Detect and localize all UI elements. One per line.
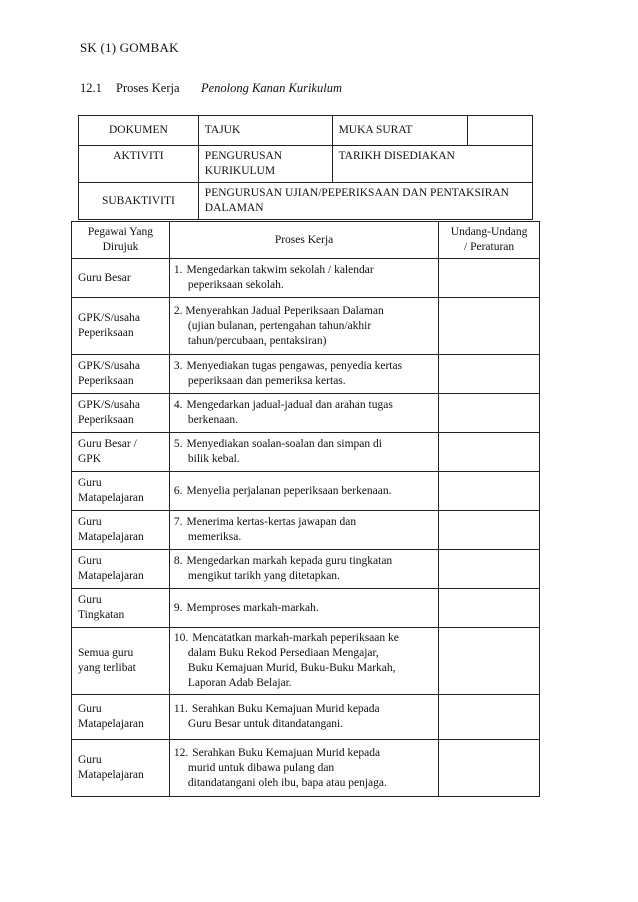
pegawai-text: Peperiksaan (78, 327, 134, 339)
undang-undang-cell (439, 394, 540, 433)
document-info-table (78, 115, 533, 220)
aktiviti-value (198, 146, 332, 183)
pegawai-text: GPK (78, 453, 102, 465)
pegawai-cell (72, 433, 170, 472)
pegawai-text: Guru (78, 516, 102, 528)
pegawai-text: Matapelajaran (78, 492, 144, 504)
pegawai-text: Guru Besar (78, 271, 131, 284)
table-row (72, 695, 540, 740)
pegawai-text: yang terlibat (78, 662, 136, 674)
pegawai-cell (72, 472, 170, 511)
proses-kerja-cell (169, 298, 438, 355)
subaktiviti-label: SUBAKTIVITI (79, 183, 199, 220)
step-text: Serahkan Buku Kemajuan Murid kepada (191, 703, 380, 715)
aktiviti-label: AKTIVITI (79, 146, 199, 183)
header-undang-undang (439, 222, 540, 259)
step-first-line (174, 702, 434, 717)
dokumen-label: DOKUMEN (79, 116, 199, 146)
step-number: 11. (173, 703, 188, 715)
table-row (72, 298, 540, 355)
header-pegawai-line2: Dirujuk (102, 241, 139, 253)
table-row (72, 628, 540, 695)
section-title: Penolong Kanan Kurikulum (201, 81, 342, 95)
undang-undang-cell (439, 433, 540, 472)
pegawai-cell (72, 628, 170, 695)
pegawai-text: Peperiksaan (78, 414, 134, 426)
table-row (72, 259, 540, 298)
school-name: SK (1) GOMBAK (80, 40, 179, 55)
pegawai-text: Matapelajaran (78, 570, 144, 582)
step-text: Guru Besar untuk ditandatangani. (187, 718, 344, 730)
subaktiviti-value (198, 183, 532, 220)
step-number: 12. (173, 746, 189, 759)
step-text: Menerima kertas-kertas jawapan dan (186, 516, 357, 528)
proses-kerja-cell (169, 433, 438, 472)
proses-kerja-cell (169, 740, 438, 797)
pegawai-text: Guru (78, 477, 102, 489)
step-number: 6. (173, 484, 183, 497)
pegawai-text: Peperiksaan (78, 375, 134, 387)
pegawai-cell (72, 355, 170, 394)
pegawai-text: Matapelajaran (78, 718, 144, 730)
step-text: ditandatangani oleh ibu, bapa atau penjaga. (187, 776, 387, 789)
step-text: Mengedarkan jadual-jadual dan arahan tugas (186, 399, 393, 411)
proses-kerja-cell (169, 259, 438, 298)
step-text: Menyediakan tugas pengawas, penyedia kertas (186, 360, 403, 372)
step-text: Menyelia perjalanan peperiksaan berkenaan. (186, 484, 392, 497)
subaktiviti-value-line2: DALAMAN (204, 202, 264, 214)
step-first-line (174, 437, 434, 452)
proses-kerja-cell (169, 550, 438, 589)
step-text: Mencatatkan markah-markah peperiksaan ke (192, 632, 399, 644)
step-text: peperiksaan dan pemeriksa kertas. (187, 375, 346, 387)
step-text: Buku Kemajuan Murid, Buku-Buku Markah, (187, 662, 396, 674)
pegawai-text: Guru (78, 703, 102, 715)
undang-undang-cell (439, 259, 540, 298)
step-first-line (174, 601, 434, 616)
proses-kerja-cell (169, 628, 438, 695)
step-first-line (174, 746, 434, 761)
undang-undang-cell (439, 511, 540, 550)
table-row (72, 472, 540, 511)
pegawai-cell (72, 589, 170, 628)
step-number: 5. (173, 438, 183, 450)
step-number: 8. (173, 555, 183, 567)
pegawai-text: Matapelajaran (78, 769, 144, 781)
pegawai-text: Guru Besar / (78, 438, 137, 450)
undang-undang-cell (439, 550, 540, 589)
step-first-line (174, 515, 434, 530)
proses-kerja-cell (169, 355, 438, 394)
table-row (72, 589, 540, 628)
tajuk-label: TAJUK (198, 116, 332, 146)
table-row (72, 550, 540, 589)
step-number: 1. (173, 264, 183, 276)
undang-undang-cell (439, 628, 540, 695)
aktiviti-value-line1: PENGURUSAN (204, 150, 283, 162)
section-number: 12.1 (80, 81, 102, 95)
step-text: 2. Menyerahkan Jadual Peperiksaan Dalaman (173, 304, 384, 317)
section-heading (80, 81, 342, 96)
undang-undang-cell (439, 472, 540, 511)
pegawai-cell (72, 298, 170, 355)
pegawai-text: Guru (78, 555, 102, 567)
table-row (72, 433, 540, 472)
table-row (72, 394, 540, 433)
step-text: murid untuk dibawa pulang dan (187, 761, 335, 774)
subaktiviti-value-line1: PENGURUSAN UJIAN/PEPERIKSAAN DAN PENTAKSIRAN (204, 187, 509, 199)
step-text: Mengedarkan takwim sekolah / kalendar (186, 264, 374, 276)
table-row (72, 740, 540, 797)
pegawai-text: Guru (78, 594, 102, 606)
section-label: Proses Kerja (116, 81, 180, 95)
step-first-line (174, 631, 434, 646)
step-first-line (174, 554, 434, 569)
pegawai-text: Semua guru (78, 647, 134, 659)
step-text: bilik kebal. (187, 453, 240, 465)
proses-kerja-cell (169, 589, 438, 628)
undang-undang-cell (439, 355, 540, 394)
muka-surat-value (468, 116, 533, 146)
step-text: Laporan Adab Belajar. (187, 677, 292, 689)
step-text: Serahkan Buku Kemajuan Murid kepada (192, 746, 381, 759)
step-number: 7. (173, 516, 183, 528)
pegawai-cell (72, 511, 170, 550)
header-undang-line1: Undang-Undang (450, 226, 528, 238)
header-proses-kerja: Proses Kerja (169, 222, 438, 259)
proses-kerja-cell (169, 695, 438, 740)
step-text: berkenaan. (187, 414, 239, 426)
pegawai-text: GPK/S/usaha (78, 312, 140, 324)
pegawai-text: Matapelajaran (78, 531, 144, 543)
step-first-line (174, 484, 434, 499)
undang-undang-cell (439, 740, 540, 797)
step-text: (ujian bulanan, pertengahan tahun/akhir (187, 319, 372, 332)
undang-undang-cell (439, 589, 540, 628)
proses-kerja-cell (169, 472, 438, 511)
step-first-line (174, 263, 434, 278)
step-text: mengikut tarikh yang ditetapkan. (187, 570, 340, 582)
step-text: Memproses markah-markah. (186, 601, 319, 614)
pegawai-text: Guru (78, 754, 102, 766)
work-process-table (71, 221, 540, 797)
header-undang-line2: / Peraturan (464, 241, 515, 253)
muka-surat-label: MUKA SURAT (332, 116, 468, 146)
table-row (72, 355, 540, 394)
pegawai-cell (72, 695, 170, 740)
pegawai-text: GPK/S/usaha (78, 360, 140, 372)
proses-kerja-cell (169, 511, 438, 550)
pegawai-cell (72, 550, 170, 589)
step-text: dalam Buku Rekod Persediaan Mengajar, (187, 647, 379, 659)
pegawai-text: GPK/S/usaha (78, 399, 140, 411)
step-number: 4. (173, 399, 183, 411)
step-text: Menyediakan soalan-soalan dan simpan di (186, 438, 382, 450)
tarikh-disediakan-label: TARIKH DISEDIAKAN (332, 146, 532, 183)
pegawai-cell (72, 394, 170, 433)
undang-undang-cell (439, 695, 540, 740)
step-text: tahun/percubaan, pentaksiran) (187, 334, 327, 347)
pegawai-cell (72, 259, 170, 298)
step-number: 3. (173, 360, 183, 372)
step-text: peperiksaan sekolah. (187, 279, 284, 291)
header-pegawai-line1: Pegawai Yang (87, 226, 154, 238)
table-row (72, 511, 540, 550)
pegawai-text: Tingkatan (78, 609, 125, 621)
aktiviti-value-line2: KURIKULUM (204, 165, 276, 177)
step-number: 10. (173, 632, 189, 644)
step-first-line (174, 359, 434, 374)
step-text: Mengedarkan markah kepada guru tingkatan (186, 555, 393, 567)
header-pegawai (72, 222, 170, 259)
step-number: 9. (173, 601, 183, 614)
proses-kerja-cell (169, 394, 438, 433)
step-text: memeriksa. (187, 531, 242, 543)
pegawai-cell (72, 740, 170, 797)
step-first-line (174, 398, 434, 413)
undang-undang-cell (439, 298, 540, 355)
